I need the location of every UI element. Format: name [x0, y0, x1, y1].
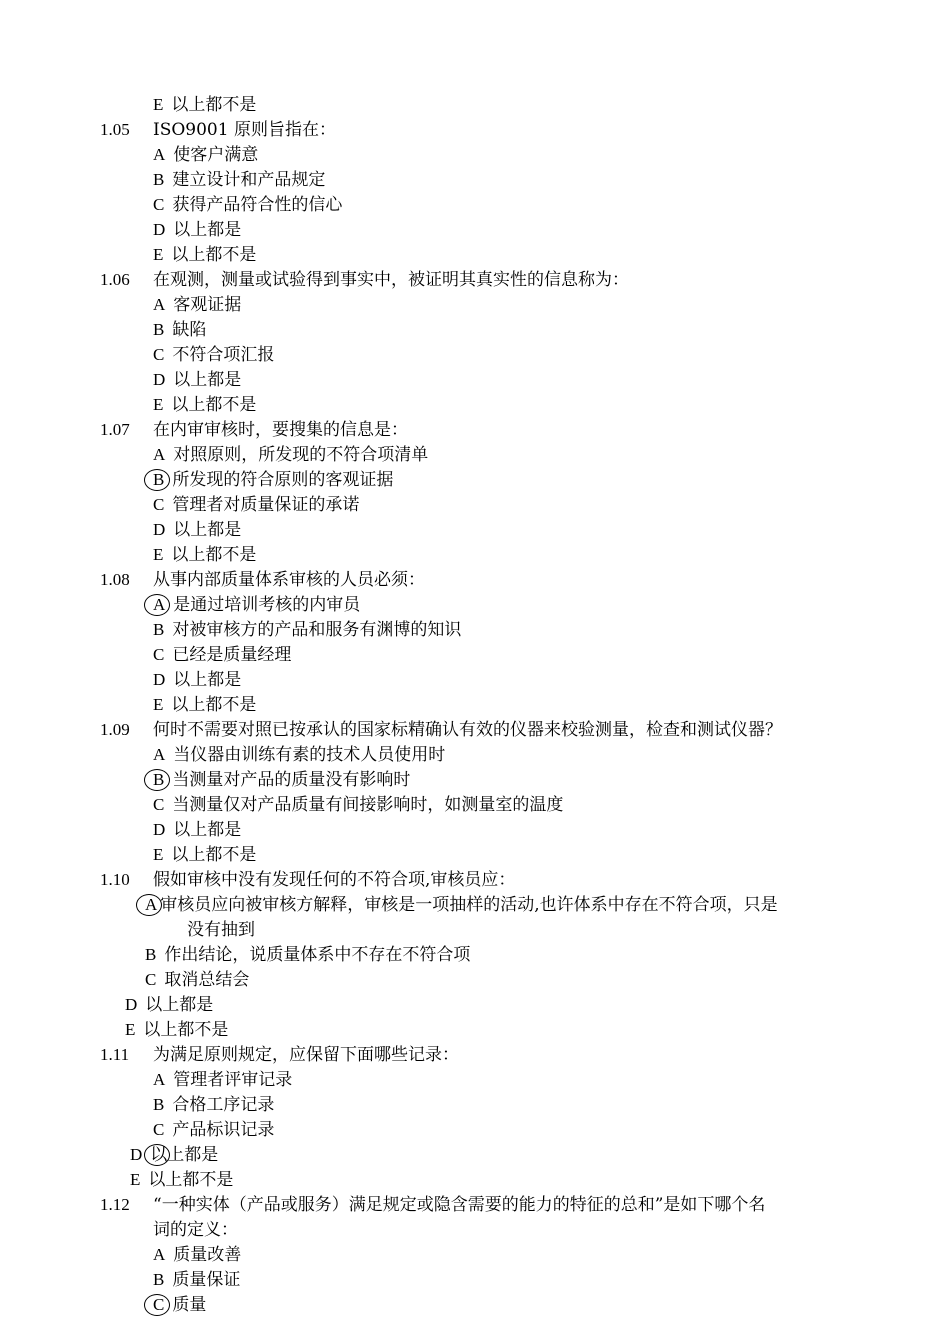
- option-row: [153, 444, 428, 466]
- option-row: [153, 694, 256, 716]
- option-letter: E: [153, 395, 164, 414]
- question-text: ISO9001 原则旨指在：: [153, 120, 336, 140]
- option-text: 管理者对质量保证的承诺: [172, 495, 360, 515]
- option-text: 质量改善: [173, 1245, 242, 1265]
- option-letter: B: [153, 770, 165, 789]
- question-text: 从事内部质量体系审核的人员必须：: [153, 570, 425, 590]
- option-letter: B: [153, 620, 165, 639]
- answer-circle-mark: [144, 594, 170, 616]
- option-text: 以上都是: [173, 670, 242, 690]
- option-letter: A: [145, 895, 158, 914]
- option-letter: D: [153, 220, 166, 239]
- option-letter: A: [153, 745, 166, 764]
- option-text: 管理者评审记录: [173, 1070, 293, 1090]
- option-letter: C: [153, 345, 165, 364]
- option-letter: E: [153, 695, 164, 714]
- option-row: [153, 644, 291, 666]
- option-letter: B: [153, 170, 165, 189]
- option-row: [153, 519, 241, 541]
- question-number: 1.05: [100, 120, 130, 139]
- question-text: 在观测，测量或试验得到事实中，被证明其真实性的信息称为：: [153, 270, 629, 290]
- option-letter: B: [153, 470, 165, 489]
- answer-circle-mark: [144, 769, 170, 791]
- option-row: [153, 169, 325, 191]
- option-text: 以上都是: [150, 1145, 219, 1165]
- option-text: 以上都是: [145, 995, 214, 1015]
- option-row: [145, 969, 249, 991]
- option-row: [145, 894, 778, 916]
- option-text: 不符合项汇报: [172, 345, 275, 365]
- option-row: [153, 594, 360, 616]
- option-text: 对被审核方的产品和服务有渊博的知识: [172, 620, 462, 640]
- option-letter: C: [153, 495, 165, 514]
- option-row: [130, 1169, 233, 1191]
- option-letter: B: [153, 1270, 165, 1289]
- option-letter: E: [153, 545, 164, 564]
- option-row: [153, 1069, 292, 1091]
- option-letter: D: [125, 995, 138, 1014]
- option-text: 作出结论，说质量体系中不存在不符合项: [164, 945, 471, 965]
- option-text: 以上都是: [173, 370, 242, 390]
- option-letter: C: [153, 195, 165, 214]
- option-letter: D: [153, 820, 166, 839]
- option-row: [153, 344, 274, 366]
- option-row: [153, 1094, 274, 1116]
- option-letter: A: [153, 595, 166, 614]
- option-row: [153, 494, 359, 516]
- question-number: 1.12: [100, 1195, 130, 1214]
- option-row: [153, 844, 256, 866]
- option-letter: D: [153, 670, 166, 689]
- option-row: [153, 144, 258, 166]
- option-row: [153, 794, 563, 816]
- option-text: 以上都是: [173, 520, 242, 540]
- question-text: 何时不需要对照已按承认的国家标精确认有效的仪器来校验测量，检查和测试仪器？: [153, 720, 782, 740]
- option-text: 质量保证: [172, 1270, 241, 1290]
- question-text: 假如审核中没有发现任何的不符合项,审核员应：: [153, 870, 516, 890]
- option-text: 是通过培训考核的内审员: [173, 595, 361, 615]
- option-row: [153, 194, 342, 216]
- option-text: 当测量对产品的质量没有影响时: [172, 770, 411, 790]
- question-text: 在内审审核时，要搜集的信息是：: [153, 420, 408, 440]
- option-text: 合格工序记录: [172, 1095, 275, 1115]
- option-text: 对照原则，所发现的不符合项清单: [173, 445, 429, 465]
- option-row: [153, 619, 461, 641]
- answer-circle-mark: [144, 469, 170, 491]
- question-number: 1.09: [100, 720, 130, 739]
- answer-circle-mark: [136, 894, 162, 916]
- option-row: [153, 469, 393, 491]
- option-row: [153, 394, 256, 416]
- question-number: 1.11: [100, 1045, 130, 1064]
- option-letter: E: [153, 845, 164, 864]
- option-text: 以上都不是: [171, 245, 257, 265]
- option-row: [153, 544, 256, 566]
- option-letter: B: [145, 945, 157, 964]
- question-number: 1.10: [100, 870, 130, 889]
- option-letter: E: [153, 245, 164, 264]
- option-row: [153, 669, 241, 691]
- option-text: 以上都不是: [171, 395, 257, 415]
- option-letter: B: [153, 1095, 165, 1114]
- option-text: 取消总结会: [164, 970, 250, 990]
- option-letter: A: [153, 445, 166, 464]
- option-row: [153, 369, 241, 391]
- option-row: [153, 294, 241, 316]
- option-text: 以上都不是: [148, 1170, 234, 1190]
- option-text: 以上都不是: [143, 1020, 229, 1040]
- option-text: 获得产品符合性的信心: [172, 195, 343, 215]
- option-letter: D: [130, 1145, 143, 1164]
- option-letter: A: [153, 145, 166, 164]
- option-text: 当测量仅对产品质量有间接影响时，如测量室的温度: [172, 795, 564, 815]
- option-row: [153, 244, 256, 266]
- option-letter: C: [153, 1295, 165, 1314]
- question-number: 1.07: [100, 420, 130, 439]
- answer-circle-mark: [144, 1144, 170, 1166]
- option-letter: C: [153, 645, 165, 664]
- option-row: [153, 1119, 274, 1141]
- option-text: 当仪器由训练有素的技术人员使用时: [173, 745, 446, 765]
- option-row: [153, 319, 206, 341]
- question-text: “一种实体（产品或服务）满足规定或隐含需要的能力的特征的总和”是如下哪个名: [153, 1195, 766, 1215]
- option-text: 以上都不是: [171, 695, 257, 715]
- option-row: [153, 744, 445, 766]
- option-row: [153, 1269, 240, 1291]
- option-letter: C: [153, 1120, 165, 1139]
- option-text: 以上都是: [173, 820, 242, 840]
- option-row: [153, 819, 241, 841]
- option-row: [153, 1244, 241, 1266]
- question-text: 为满足原则规定，应保留下面哪些记录：: [153, 1045, 459, 1065]
- option-text: 使客户满意: [173, 145, 259, 165]
- option-row: [153, 769, 410, 791]
- option-row: [145, 944, 470, 966]
- option-text: 所发现的符合原则的客观证据: [172, 470, 394, 490]
- option-letter: E: [153, 95, 164, 114]
- option-text: 已经是质量经理: [172, 645, 292, 665]
- option-letter: E: [125, 1020, 136, 1039]
- question-number: 1.06: [100, 270, 130, 289]
- option-row: [125, 1019, 228, 1041]
- continuation-text: 没有抽到: [187, 920, 255, 940]
- question-number: 1.08: [100, 570, 130, 589]
- option-letter: A: [153, 1070, 166, 1089]
- option-text: 质量: [172, 1295, 207, 1315]
- option-text: 以上都不是: [171, 845, 257, 865]
- option-letter: D: [153, 370, 166, 389]
- option-letter: E: [130, 1170, 141, 1189]
- option-row: [153, 94, 256, 116]
- option-letter: A: [153, 1245, 166, 1264]
- option-row: [125, 994, 213, 1016]
- continuation-text: 词的定义：: [153, 1220, 238, 1240]
- option-letter: C: [153, 795, 165, 814]
- option-text: 以上都是: [173, 220, 242, 240]
- option-letter: A: [153, 295, 166, 314]
- option-letter: B: [153, 320, 165, 339]
- option-row: [153, 219, 241, 241]
- option-text: 客观证据: [173, 295, 242, 315]
- option-text: 缺陷: [172, 320, 207, 340]
- option-text: 以上都不是: [171, 95, 257, 115]
- option-text: 建立设计和产品规定: [172, 170, 326, 190]
- option-text: 以上都不是: [171, 545, 257, 565]
- answer-circle-mark: [144, 1294, 170, 1316]
- option-letter: C: [145, 970, 157, 989]
- option-text: 审核员应向被审核方解释，审核是一项抽样的活动,也许体系中存在不符合项，只是: [160, 895, 778, 915]
- option-text: 产品标识记录: [172, 1120, 275, 1140]
- option-letter: D: [153, 520, 166, 539]
